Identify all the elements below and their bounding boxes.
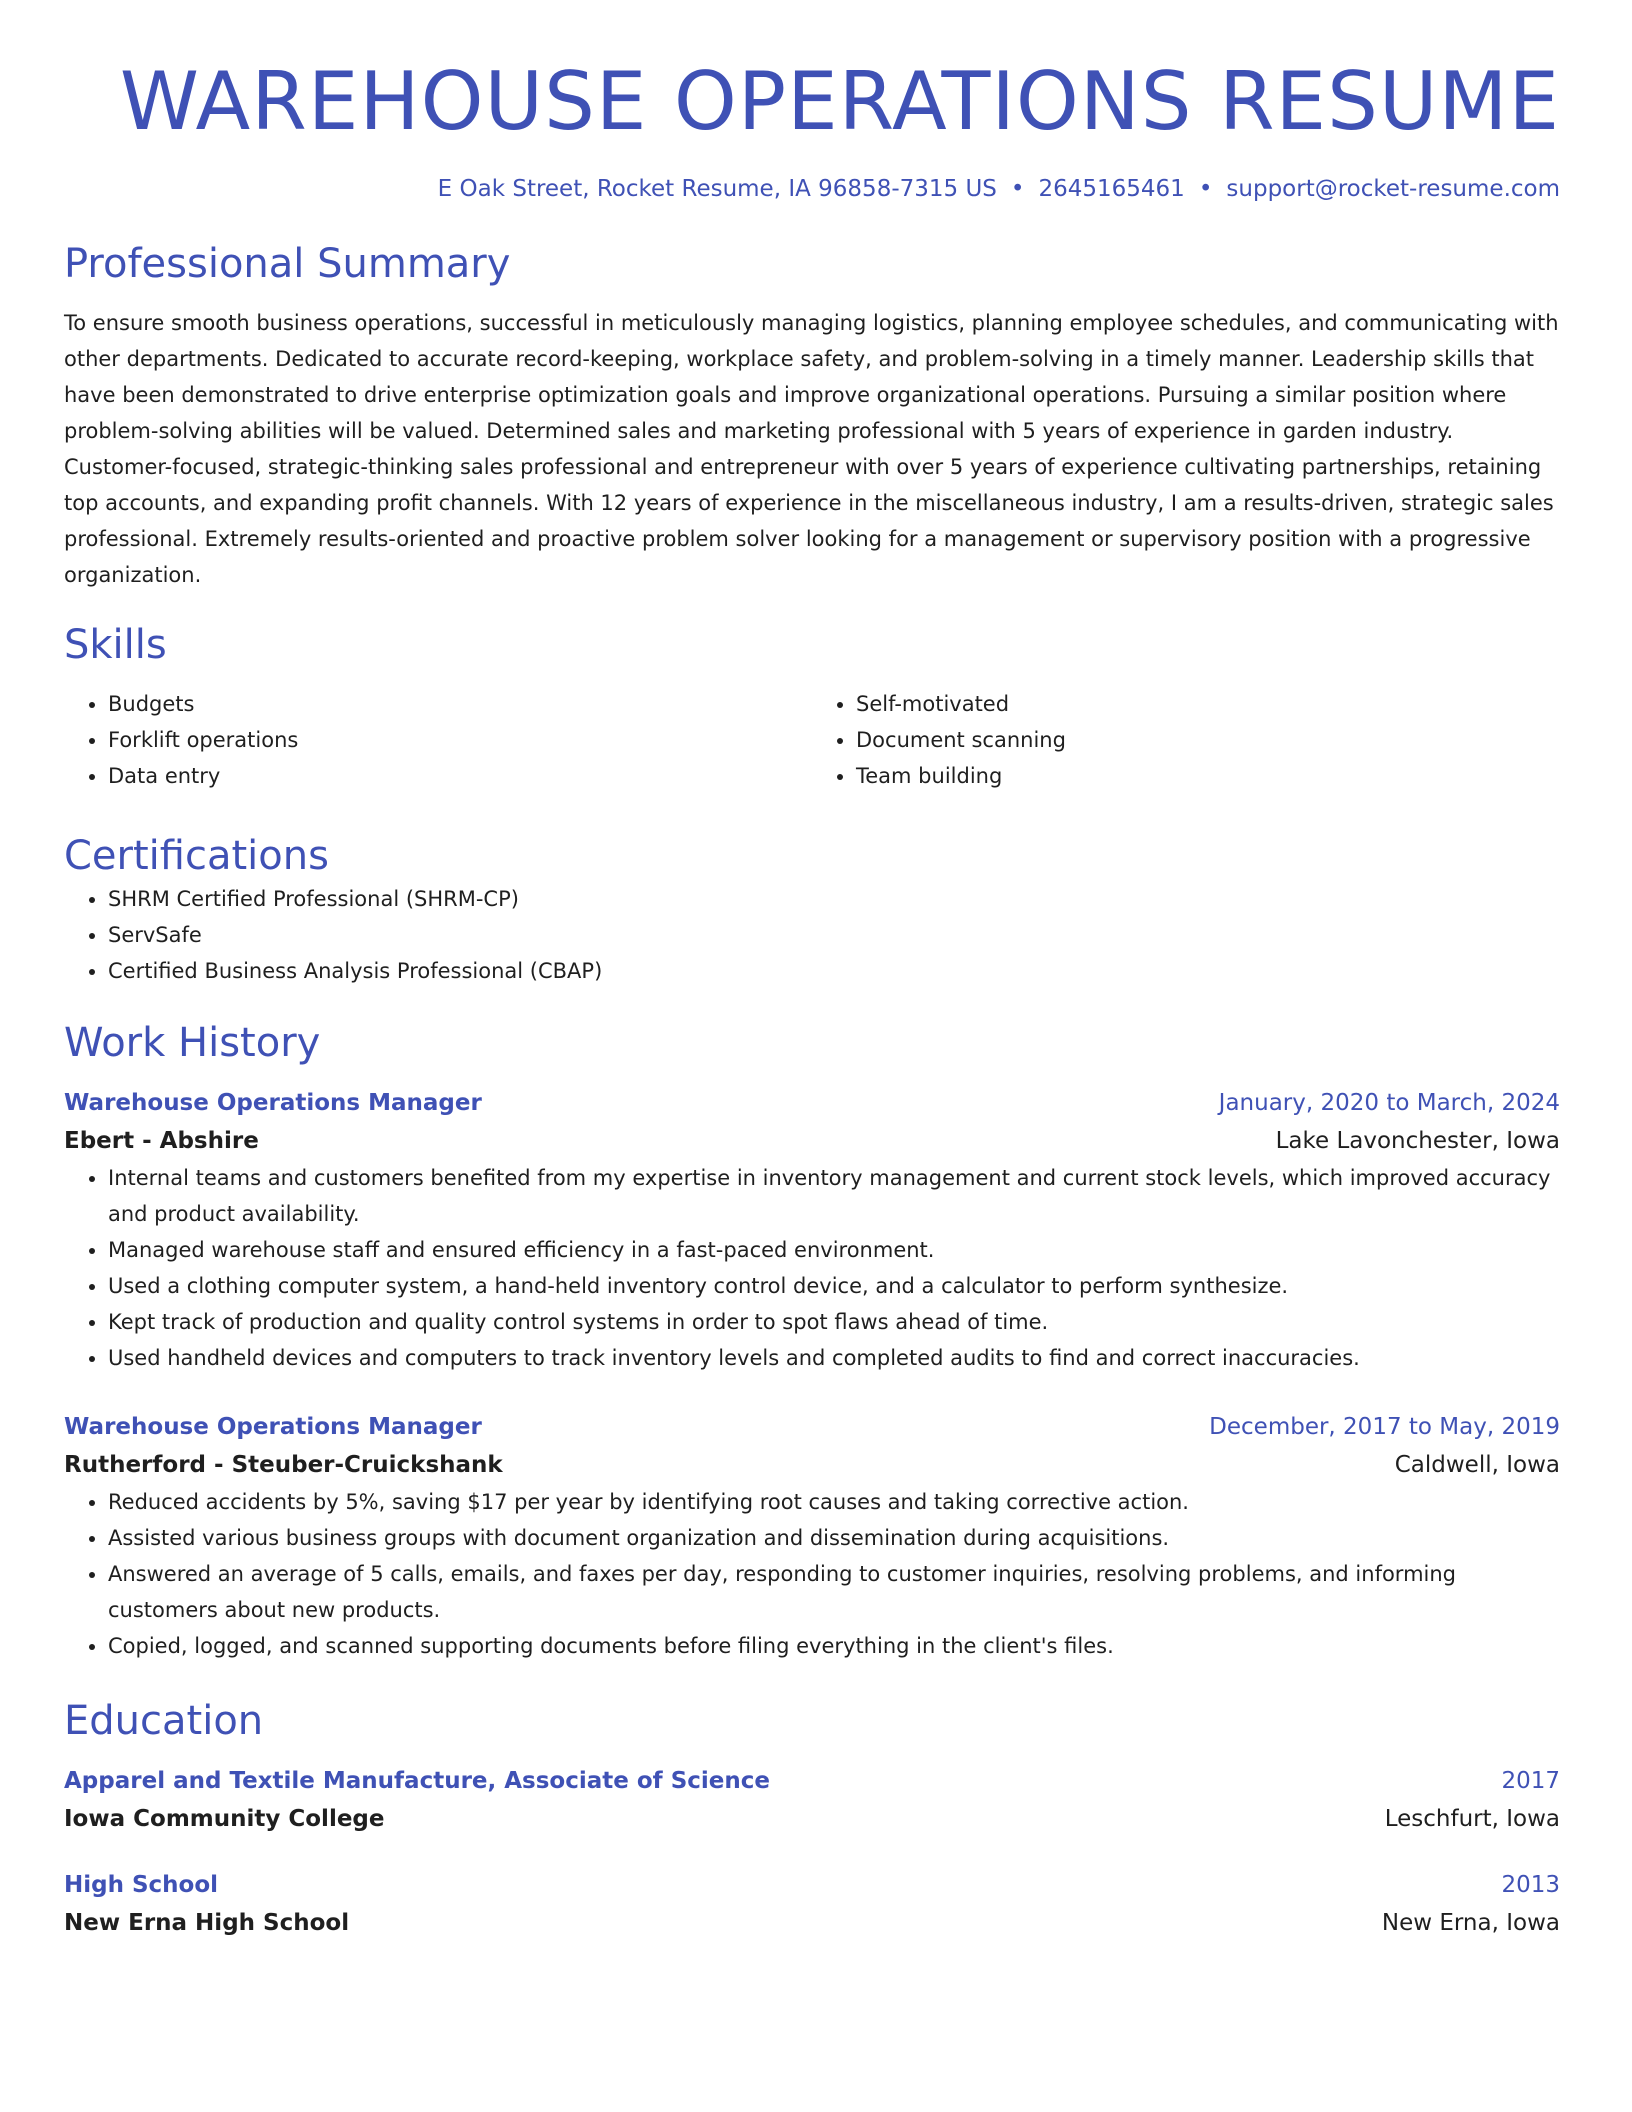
contact-phone: 2645165461 xyxy=(1038,176,1185,202)
job-title: Warehouse Operations Manager xyxy=(64,1090,482,1116)
job-company: Ebert - Abshire xyxy=(64,1128,259,1154)
certification-item: • Certified Business Analysis Professional (CBAP) xyxy=(108,953,1560,989)
resume-page xyxy=(64,0,1560,1942)
education-entry xyxy=(64,1866,1560,1942)
education-year: 2013 xyxy=(1501,1872,1560,1898)
summary-section xyxy=(64,239,1560,593)
education-entry xyxy=(64,1762,1560,1838)
certification-item: • SHRM Certified Professional (SHRM-CP) xyxy=(108,881,1560,917)
job-company: Rutherford - Steuber-Cruickshank xyxy=(64,1452,503,1478)
skills-section xyxy=(64,620,1560,794)
job-title: Warehouse Operations Manager xyxy=(64,1414,482,1440)
education-year: 2017 xyxy=(1501,1768,1560,1794)
education-location: New Erna, Iowa xyxy=(1381,1910,1560,1936)
section-heading-certifications: Certifications xyxy=(64,833,329,879)
contact-email: support@rocket-resume.com xyxy=(1226,176,1560,202)
certification-item: • ServSafe xyxy=(108,917,1560,953)
work-history-section xyxy=(64,1018,1560,1664)
skill-item: • Document scanning xyxy=(856,722,1560,758)
job-bullet: • Answered an average of 5 calls, emails, and faxes per day, responding to customer inquiries, resolving problems, and informing customers about new products. xyxy=(108,1556,1560,1628)
job-bullet: • Kept track of production and quality control systems in order to spot flaws ahead of time. xyxy=(108,1304,1560,1340)
job-location: Caldwell, Iowa xyxy=(1394,1452,1560,1478)
resume-header xyxy=(64,52,1560,204)
section-heading-skills: Skills xyxy=(64,622,167,668)
section-heading-work-history: Work History xyxy=(64,1020,321,1066)
job-company-row xyxy=(64,1446,1560,1484)
job-entry xyxy=(64,1084,1560,1376)
skill-item: • Forklift operations xyxy=(108,722,812,758)
section-heading-education: Education xyxy=(64,1698,264,1744)
education-school-row xyxy=(64,1800,1560,1838)
certifications-section xyxy=(64,831,1560,989)
contact-line xyxy=(64,174,1560,204)
skill-item: • Data entry xyxy=(108,758,812,794)
contact-address: E Oak Street, Rocket Resume, IA 96858-7315 US xyxy=(437,176,997,202)
summary-text: To ensure smooth business operations, successful in meticulously managing logistics, planning employee schedules, and communicating with other departments. Dedicated to accurate record-keeping, workplace safety, and problem-solving in a timely manner. Leadership skills that have been demonstrated to drive enterprise optimization goals and improve organizational operations. Pursuing a similar position where problem-solving abilities will be valued. Determined sales and marketing professional with 5 years of experience in garden industry. Customer-focused, strategic-thinking sales professional and entrepreneur with over 5 years of experience cultivating partnerships, retaining top accounts, and expanding profit channels. With 12 years of experience in the miscellaneous industry, I am a results-driven, strategic sales professional. Extremely results-oriented and proactive problem solver looking for a management or supervisory position with a progressive organization. xyxy=(64,311,1559,587)
job-bullets xyxy=(64,1160,1560,1376)
job-company-row xyxy=(64,1122,1560,1160)
skill-item: • Self-motivated xyxy=(856,686,1560,722)
education-degree: High School xyxy=(64,1872,219,1898)
resume-title: WAREHOUSE OPERATIONS RESUME xyxy=(119,55,1560,148)
job-bullet: • Internal teams and customers benefited from my expertise in inventory management and current stock levels, which improved accuracy and product availability. xyxy=(108,1160,1560,1232)
education-school: Iowa Community College xyxy=(64,1806,385,1832)
job-location: Lake Lavonchester, Iowa xyxy=(1275,1128,1560,1154)
job-bullet: • Reduced accidents by 5%, saving $17 per year by identifying root causes and taking corrective action. xyxy=(108,1484,1560,1520)
job-title-row xyxy=(64,1408,1560,1446)
skills-list-right xyxy=(812,686,1560,794)
skill-item: • Team building xyxy=(856,758,1560,794)
job-bullets xyxy=(64,1484,1560,1664)
contact-separator: • xyxy=(1198,176,1213,202)
job-bullet: • Managed warehouse staff and ensured efficiency in a fast-paced environment. xyxy=(108,1232,1560,1268)
education-degree: Apparel and Textile Manufacture, Associate of Science xyxy=(64,1768,770,1794)
contact-separator: • xyxy=(1010,176,1025,202)
job-bullet: • Used handheld devices and computers to track inventory levels and completed audits to find and correct inaccuracies. xyxy=(108,1340,1560,1376)
education-school-row xyxy=(64,1904,1560,1942)
education-degree-row xyxy=(64,1866,1560,1904)
skill-item: • Budgets xyxy=(108,686,812,722)
skills-list-left xyxy=(64,686,812,794)
section-heading-summary: Professional Summary xyxy=(64,241,511,287)
job-bullet: • Copied, logged, and scanned supporting documents before filing everything in the client's files. xyxy=(108,1628,1560,1664)
education-school: New Erna High School xyxy=(64,1910,350,1936)
job-dates: January, 2020 to March, 2024 xyxy=(1218,1090,1560,1116)
education-section xyxy=(64,1696,1560,1942)
education-degree-row xyxy=(64,1762,1560,1800)
certifications-list xyxy=(64,881,1560,989)
job-title-row xyxy=(64,1084,1560,1122)
job-dates: December, 2017 to May, 2019 xyxy=(1209,1414,1560,1440)
job-entry xyxy=(64,1408,1560,1664)
skills-columns xyxy=(64,686,1560,794)
job-bullet: • Assisted various business groups with document organization and dissemination during acquisitions. xyxy=(108,1520,1560,1556)
education-location: Leschfurt, Iowa xyxy=(1384,1806,1560,1832)
job-bullet: • Used a clothing computer system, a hand-held inventory control device, and a calculator to perform synthesize. xyxy=(108,1268,1560,1304)
